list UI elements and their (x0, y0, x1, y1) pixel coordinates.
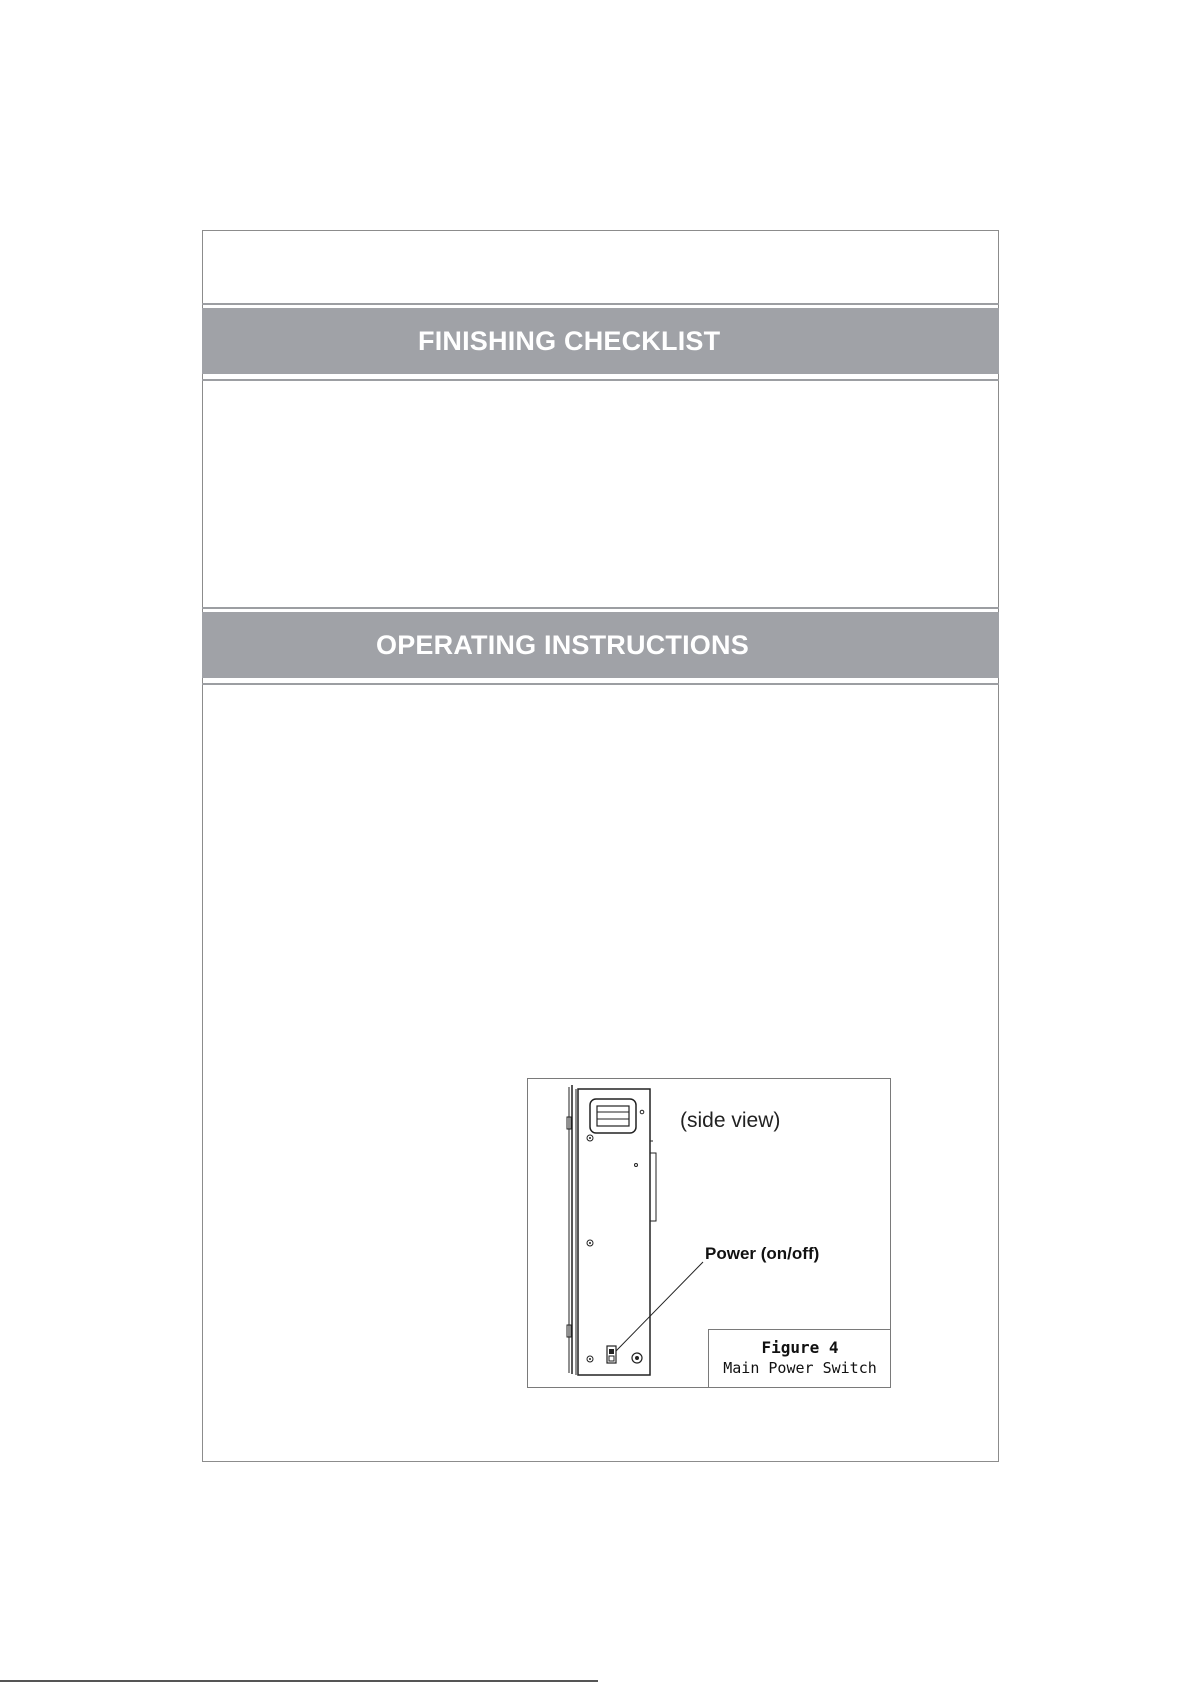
section-rule-bottom (202, 379, 999, 381)
section-rule-bottom (202, 683, 999, 685)
caption-subtitle: Main Power Switch (723, 1359, 877, 1377)
footer-rule (0, 1680, 598, 1682)
section-rule-top (202, 303, 999, 305)
section-rule-top (202, 607, 999, 609)
caption-title: Figure 4 (761, 1338, 839, 1357)
side-view-label: (side view) (680, 1109, 781, 1132)
operating-instructions-header (202, 612, 999, 678)
section-title: OPERATING INSTRUCTIONS (376, 629, 749, 660)
figure-4 (527, 1078, 891, 1388)
power-switch-label: Power (on/off) (705, 1244, 820, 1263)
section-title: FINISHING CHECKLIST (418, 325, 721, 356)
figure-caption (708, 1329, 891, 1388)
finishing-checklist-header (202, 308, 999, 374)
